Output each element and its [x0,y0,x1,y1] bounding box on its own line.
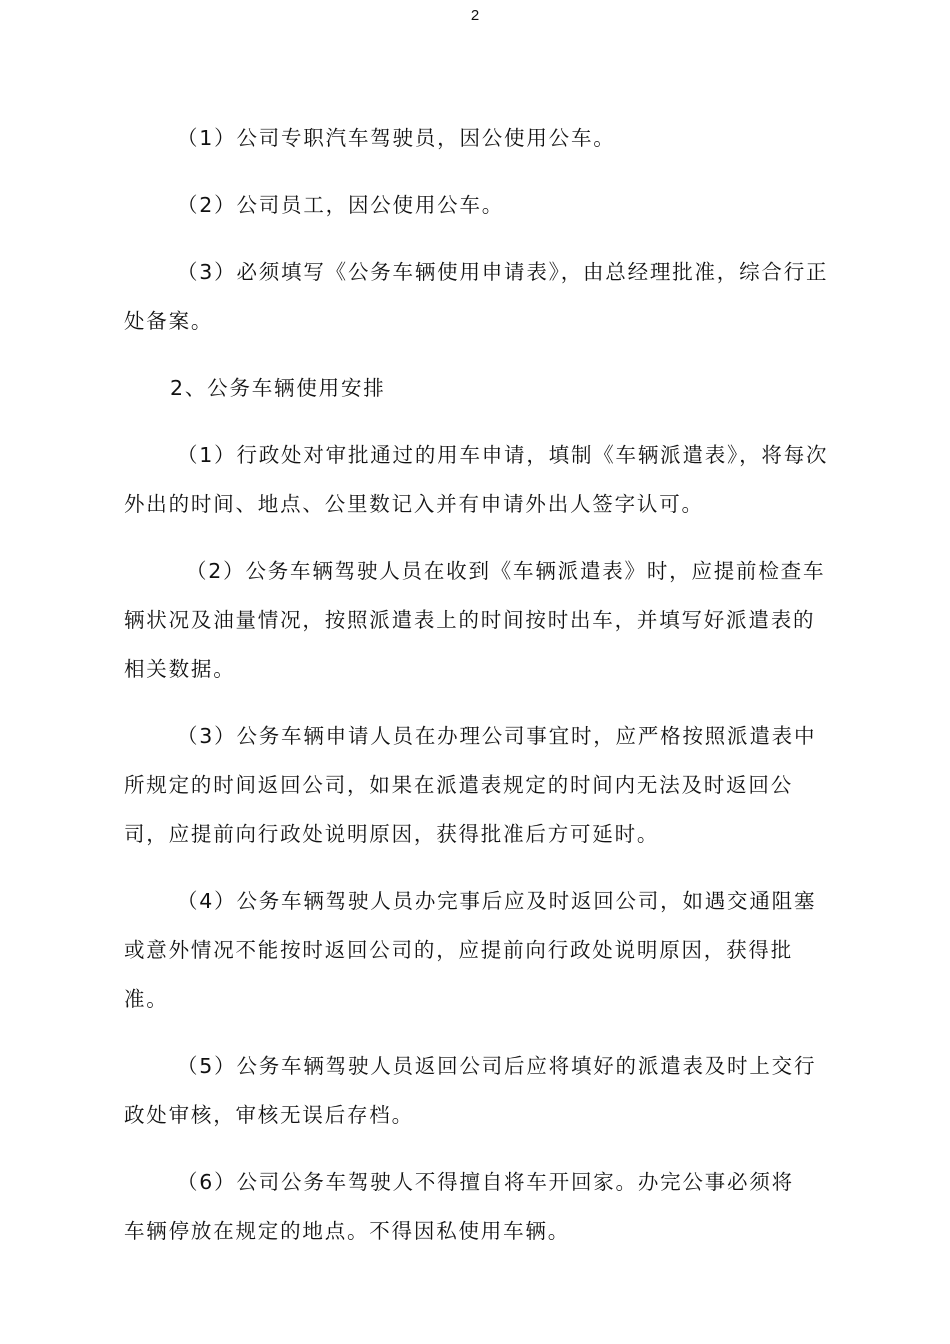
paragraph-2-2: （2）公务车辆驾驶人员在收到《车辆派遣表》时，应提前检查车辆状况及油量情况，按照派遣表上的时间按时出车，并填写好派遣表的相关数据。 [124,559,826,681]
paragraph-2-1: （1）行政处对审批通过的用车申请，填制《车辆派遣表》，将每次外出的时间、地点、公里数记入并有申请外出人签字认可。 [124,443,829,516]
paragraph-1-2: （2）公司员工，因公使用公车。 [177,193,505,217]
paragraph-2-6 [124,1158,836,1256]
paragraph-2-6-line-1: （6）公司公务车驾驶人不得擅自将车开回家。办完公事必须将 [177,1170,794,1194]
section-heading-2: 2、公务车辆使用安排 [170,376,386,400]
page-number: 2 [470,7,480,24]
paragraph-1-1: （1）公司专职汽车驾驶员，因公使用公车。 [177,126,616,150]
paragraph-1-3: （3）必须填写《公务车辆使用申请表》，由总经理批准，综合行正处备案。 [124,260,829,333]
paragraph-2-3: （3）公务车辆申请人员在办理公司事宜时，应严格按照派遣表中所规定的时间返回公司，如果在派遣表规定的时间内无法及时返回公司，应提前向行政处说明原因，获得批准后方可延时。 [124,724,817,846]
document-body [124,114,836,1256]
paragraph-2-5: （5）公务车辆驾驶人员返回公司后应将填好的派遣表及时上交行政处审核，审核无误后存档。 [124,1054,817,1127]
paragraph-2-4: （4）公务车辆驾驶人员办完事后应及时返回公司，如遇交通阻塞或意外情况不能按时返回公司的，应提前向行政处说明原因，获得批准。 [124,889,817,1011]
paragraph-2-6-line-2: 车辆停放在规定的地点。不得因私使用车辆。 [124,1219,570,1243]
